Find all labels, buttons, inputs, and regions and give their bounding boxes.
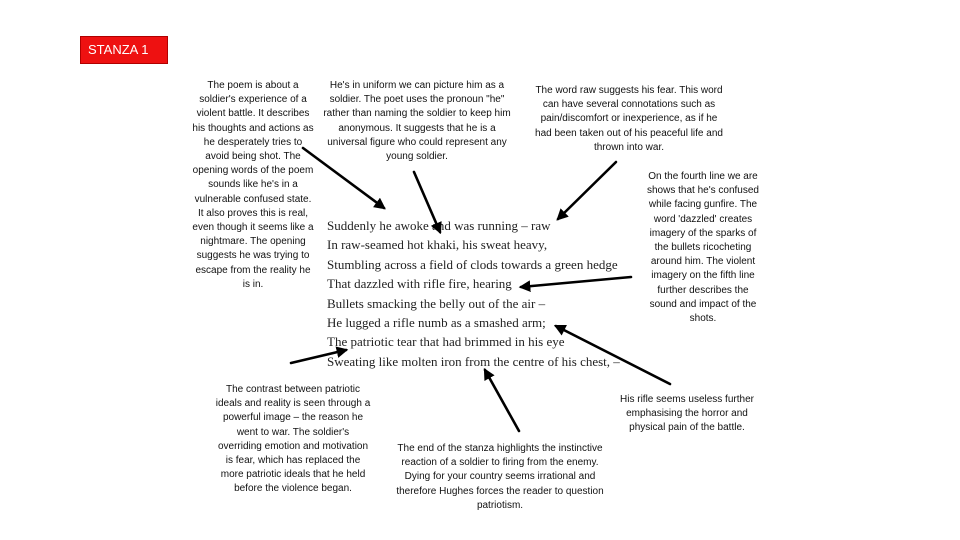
arrow-raw — [558, 162, 616, 219]
poem-line: Sweating like molten iron from the centre of his chest, – — [327, 353, 620, 369]
poem-line: He lugged a rifle numb as a smashed arm; — [327, 314, 546, 330]
note-rifle: His rifle seems useless further emphasising the horror and physical pain of the battle. — [620, 394, 754, 434]
poem-line: Suddenly he awoke and was running – raw — [327, 218, 551, 233]
arrow-instinct — [485, 370, 519, 431]
poem-line: Bullets smacking the belly out of the air – — [327, 295, 546, 311]
poem-line: In raw-seamed hot khaki, his sweat heavy, — [327, 237, 548, 253]
poem-line: The patriotic tear that had brimmed in his eye — [327, 334, 565, 350]
note-uniform: He's in uniform we can picture him as a soldier. The poet uses the pronoun "he" rather than naming the soldier to keep him anonymous. It suggests that he is a universal figure who could represent any young soldier. — [323, 80, 511, 163]
note-contrast: The contrast between patriotic ideals and reality is seen through a powerful image – the reason he went to war. The soldier's overriding emotion and motivation is fear, which has replaced the more patriotic ideals that he held before the violence began. — [215, 384, 371, 495]
stanza-badge: STANZA 1 — [80, 36, 168, 64]
poem-line: Stumbling across a field of clods towards a green hedge — [327, 256, 618, 272]
note-dazzled: On the fourth line we are shows that he's confused while facing gunfire. The word 'dazzled' creates imagery of the sparks of the bullets ricocheting around him. The violent imagery on the fifth line further describes the sound and impact of the shots. — [647, 171, 759, 325]
poem-stanza — [327, 216, 647, 371]
poem-line: That dazzled with rifle fire, hearing — [327, 276, 512, 292]
note-battle: The poem is about a soldier's experience of a violent battle. It describes his thoughts and actions as he desperately tries to avoid being shot. The opening words of the poem sounds like he's in a vulnerable confused state. It also proves this is real, even though it seems like a nightmare. The opening suggests he was trying to escape from the reality he is in. — [192, 80, 314, 290]
note-instinct: The end of the stanza highlights the instinctive reaction of a soldier to firing from the enemy. Dying for your country seems irrational and therefore Hughes forces the reader to question patriotism. — [396, 443, 604, 511]
note-raw: The word raw suggests his fear. This word can have several connotations such as pain/discomfort or inexperience, as if he had been taken out of his peaceful life and thrown into war. — [535, 85, 723, 153]
